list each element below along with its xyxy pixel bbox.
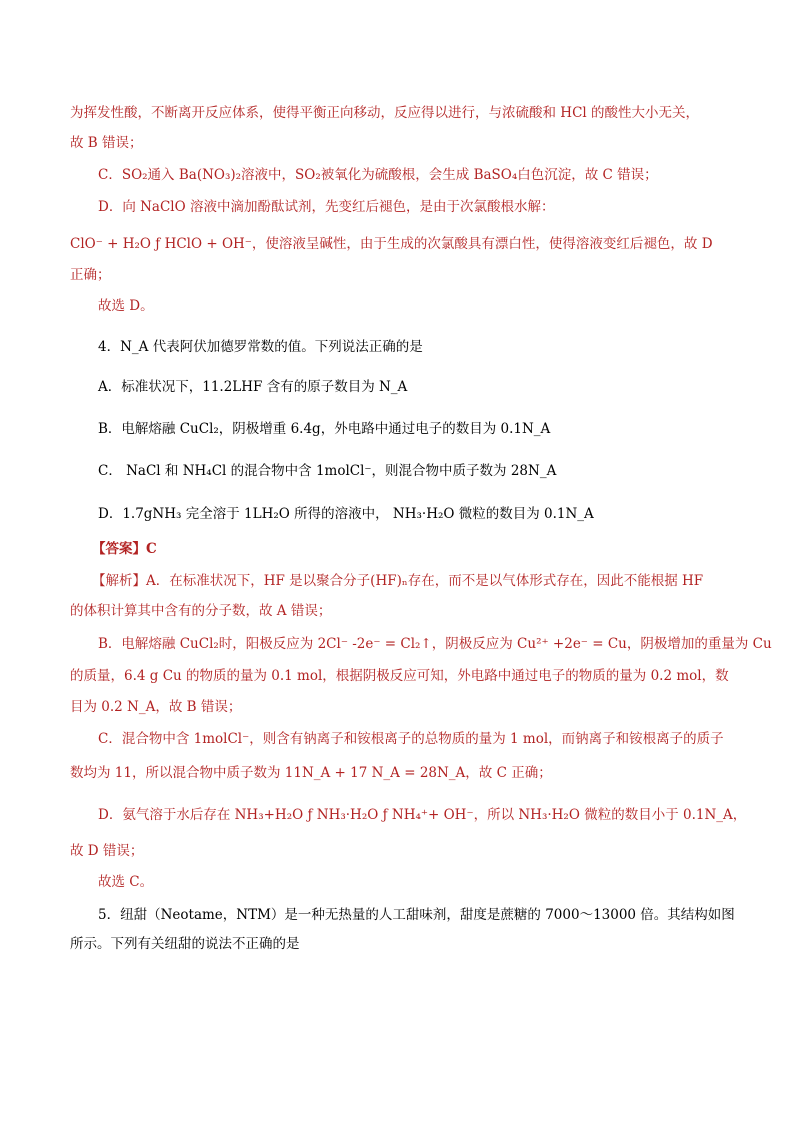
analysis-line: B．电解熔融 CuCl₂时，阳极反应为 2Cl⁻ -2e⁻ = Cl₂↑，阴极反应为 Cu²⁺ +2e⁻ = Cu，阴极增加的重量为 Cu <box>98 636 772 652</box>
analysis-line: 【解析】A．在标准状况下，HF 是以聚合分子(HF)ₙ存在，而不是以气体形式存在，因此不能根据 HF <box>92 573 704 589</box>
text-line: 正确； <box>70 267 111 283</box>
option-c: C． NaCl 和 NH₄Cl 的混合物中含 1molCl⁻，则混合物中质子数为 28N_A <box>98 463 557 479</box>
analysis-line: 的质量，6.4 g Cu 的物质的量为 0.1 mol，根据阴极反应可知，外电路中通过电子的物质的量为 0.2 mol，数 <box>70 668 729 684</box>
analysis-line: 数均为 11，所以混合物中质子数为 11N_A + 17 N_A = 28N_A，故 C 正确； <box>70 765 552 781</box>
question-5-stem: 5．纽甜（Neotame，NTM）是一种无热量的人工甜味剂，甜度是蔗糖的 7000～13000 倍。其结构如图 <box>98 907 735 923</box>
option-d: D．1.7gNH₃ 完全溶于 1LH₂O 所得的溶液中， NH₃·H₂O 微粒的数目为 0.1N_A <box>98 506 594 522</box>
answer-label: 【答案】C <box>92 541 157 557</box>
analysis-line: 的体积计算其中含有的分子数，故 A 错误； <box>70 603 332 619</box>
question-4-stem: 4．N_A 代表阿伏加德罗常数的值。下列说法正确的是 <box>98 339 423 355</box>
option-b: B．电解熔融 CuCl₂，阴极增重 6.4g，外电路中通过电子的数目为 0.1N_A <box>98 421 551 437</box>
analysis-line: D．氨气溶于水后存在 NH₃+H₂O ƒ NH₃·H₂O ƒ NH₄⁺+ OH⁻，所以 NH₃·H₂O 微粒的数目小于 0.1N_A， <box>98 807 747 823</box>
text-line: 故选 D。 <box>98 298 154 314</box>
text-line: D．向 NaClO 溶液中滴加酚酞试剂，先变红后褪色，是由于次氯酸根水解： <box>98 199 555 215</box>
option-a: A．标准状况下，11.2LHF 含有的原子数目为 N_A <box>98 379 408 395</box>
analysis-line: 故选 C。 <box>98 874 154 890</box>
text-line: ClO⁻ + H₂O ƒ HClO + OH⁻，使溶液呈碱性，由于生成的次氯酸具有漂白性，使得溶液变红后褪色，故 D <box>70 236 713 252</box>
analysis-line: C．混合物中含 1molCl⁻，则含有钠离子和铵根离子的总物质的量为 1 mol，而钠离子和铵根离子的质子 <box>98 731 724 747</box>
text-line: 为挥发性酸，不断离开反应体系，使得平衡正向移动，反应得以进行，与浓硫酸和 HCl 的酸性大小无关， <box>70 105 700 121</box>
text-line: 故 B 错误； <box>70 135 143 151</box>
question-5-stem: 所示。下列有关纽甜的说法不正确的是 <box>70 936 300 952</box>
text-line: C．SO₂通入 Ba(NO₃)₂溶液中，SO₂被氧化为硫酸根，会生成 BaSO₄白色沉淀，故 C 错误； <box>98 167 658 183</box>
analysis-line: 目为 0.2 N_A，故 B 错误； <box>70 699 242 715</box>
analysis-line: 故 D 错误； <box>70 843 144 859</box>
